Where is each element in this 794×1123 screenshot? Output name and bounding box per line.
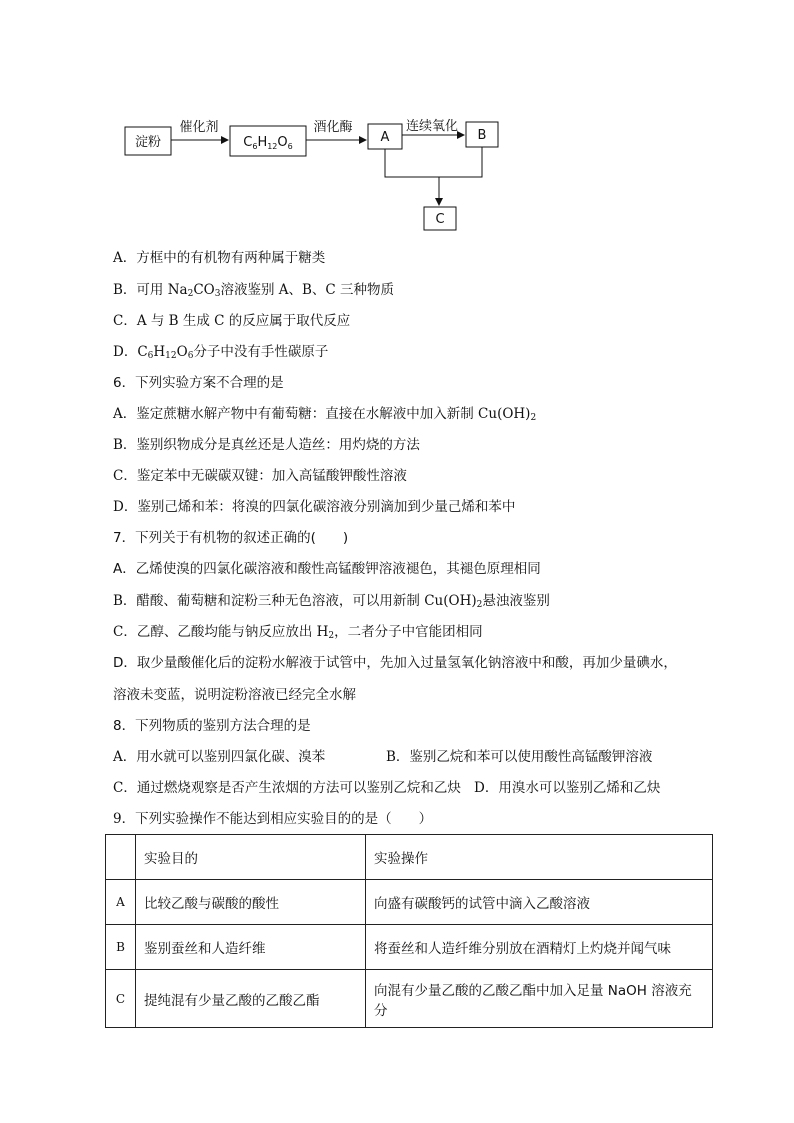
- table-row: [106, 970, 713, 1028]
- q9-stem: 9．下列实验操作不能达到相应实验目的的是（ ）: [113, 811, 433, 827]
- table-row: [106, 880, 713, 925]
- row-letter: A: [106, 880, 136, 925]
- q7-option-c: C．乙醇、乙酸均能与钠反应放出 $H_2$，二者分子中官能团相同: [113, 624, 483, 641]
- row-operation: 向盛有碳酸钙的试管中滴入乙酸溶液: [366, 880, 713, 925]
- q6-option-d: D．鉴别己烯和苯：将溴的四氯化碳溶液分别滴加到少量己烯和苯中: [113, 499, 516, 515]
- q5-option-c: C．A 与 B 生成 C 的反应属于取代反应: [113, 313, 351, 329]
- edge-label-zymase: 酒化酶: [313, 120, 353, 135]
- q7-option-d-line2: 溶液未变蓝，说明淀粉溶液已经完全水解: [113, 687, 356, 703]
- edge-label-catalyst: 催化剂: [179, 120, 219, 135]
- q8-option-c: C．通过燃烧观察是否产生浓烟的方法可以鉴别乙烷和乙炔: [113, 780, 461, 796]
- q8-option-d: D．用溴水可以鉴别乙烯和乙炔: [474, 780, 661, 796]
- node-glucose-box: [230, 126, 306, 156]
- q7-option-d-line1: D．取少量酸催化后的淀粉水解液于试管中，先加入过量氢氧化钠溶液中和酸，再加少量碘水，: [113, 655, 677, 671]
- row-goal: 提纯混有少量乙酸的乙酸乙酯: [136, 970, 366, 1028]
- node-b-label: B: [477, 128, 487, 143]
- q5-option-a: A．方框中的有机物有两种属于糖类: [113, 250, 326, 266]
- row-letter: C: [106, 970, 136, 1028]
- table-row: [106, 925, 713, 970]
- experiment-table: [105, 834, 713, 1028]
- row-goal: 比较乙酸与碳酸的酸性: [136, 880, 366, 925]
- node-c-label: C: [435, 212, 445, 227]
- edge-label-oxidation: 连续氧化: [405, 119, 459, 134]
- header-goal: 实验目的: [136, 835, 366, 880]
- reaction-diagram: [0, 0, 794, 240]
- q6-stem: 6．下列实验方案不合理的是: [113, 375, 284, 391]
- connector-b-to-c: [439, 147, 482, 177]
- q6-option-a: A．鉴定蔗糖水解产物中有葡萄糖：直接在水解液中加入新制 $Cu(OH)_2$: [113, 406, 537, 423]
- q8-option-b: B．鉴别乙烷和苯可以使用酸性高锰酸钾溶液: [386, 749, 653, 765]
- q6-option-c: C．鉴定苯中无碳碳双键：加入高锰酸钾酸性溶液: [113, 468, 407, 484]
- row-operation: 向混有少量乙酸的乙酸乙酯中加入足量 NaOH 溶液充分: [366, 970, 713, 1028]
- connector-a-to-c: [385, 149, 439, 177]
- table-header-row: [106, 835, 713, 880]
- q6-option-b: B．鉴别织物成分是真丝还是人造丝：用灼烧的方法: [113, 437, 420, 453]
- node-a-label: A: [380, 130, 390, 145]
- q7-option-b: B．醋酸、葡萄糖和淀粉三种无色溶液，可以用新制 $Cu(OH)_2$悬浊液鉴别: [113, 593, 550, 610]
- q7-option-a: A．乙烯使溴的四氯化碳溶液和酸性高锰酸钾溶液褪色，其褪色原理相同: [113, 561, 541, 577]
- q8-option-a: A．用水就可以鉴别四氯化碳、溴苯: [113, 749, 326, 765]
- node-starch-label: 淀粉: [134, 135, 162, 150]
- row-goal: 鉴别蚕丝和人造纤维: [136, 925, 366, 970]
- node-glucose-formula: $C_6H_{12}O_6$: [243, 135, 293, 151]
- row-operation: 将蚕丝和人造纤维分别放在酒精灯上灼烧并闻气味: [366, 925, 713, 970]
- q5-option-b: B．可用 $Na_2CO_3$溶液鉴别 A、B、C 三种物质: [113, 282, 395, 299]
- q5-option-d: D．$C_6H_{12}O_6$分子中没有手性碳原子: [113, 344, 329, 361]
- header-letter-cell: [106, 835, 136, 880]
- q8-stem: 8．下列物质的鉴别方法合理的是: [113, 718, 311, 734]
- header-operation: 实验操作: [366, 835, 713, 880]
- q7-stem: 7．下列关于有机物的叙述正确的( ): [113, 530, 349, 546]
- row-letter: B: [106, 925, 136, 970]
